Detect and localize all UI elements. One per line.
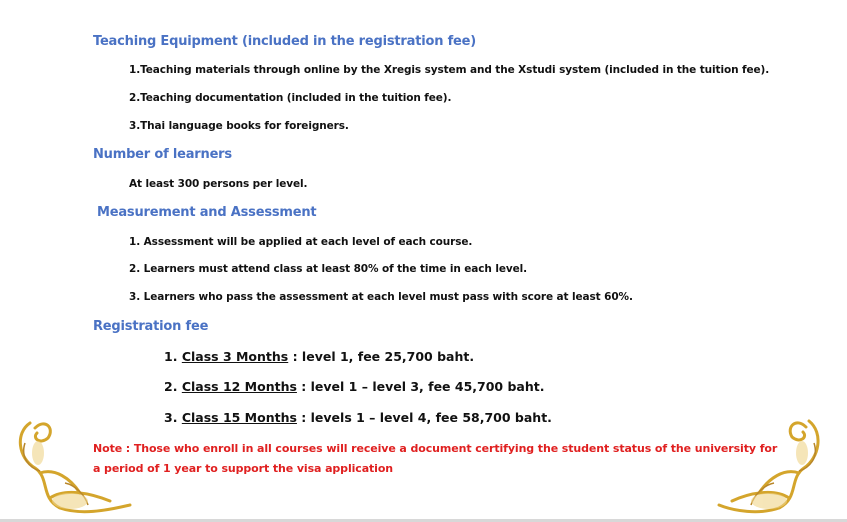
assessment-item-1: 1. Assessment will be applied at each level of each course. — [129, 236, 473, 248]
enrollment-note: Note : Those who enroll in all courses will receive a document certifying the student status of the university for a period of 1 year to support the visa application — [93, 442, 778, 475]
fee-class: Class 3 Months — [181, 349, 289, 364]
fee-class: Class 15 Months — [181, 410, 297, 425]
equipment-item-2: 2.Teaching documentation (included in the tuition fee). — [129, 92, 452, 104]
assessment-item-2: 2. Learners must attend class at least 80% of the time in each level. — [129, 263, 527, 275]
fee-number: 2. — [164, 379, 178, 394]
equipment-heading: Teaching Equipment (included in the registration fee) — [93, 34, 477, 49]
fee-number: 3. — [164, 410, 178, 425]
fee-class: Class 12 Months — [181, 379, 297, 394]
ornament-left-icon — [10, 413, 140, 518]
ornament-right-icon — [714, 413, 829, 518]
fee-detail: : levels 1 – level 4, fee 58,700 baht. — [296, 410, 552, 425]
fee-detail: : level 1, fee 25,700 baht. — [288, 349, 475, 364]
equipment-item-1: 1.Teaching materials through online by the Xregis system and the Xstudi system (included in the tuition fee). — [129, 64, 770, 76]
learners-text: At least 300 persons per level. — [129, 178, 308, 190]
registration-heading: Registration fee — [93, 319, 209, 334]
fee-row-2 — [164, 379, 544, 394]
equipment-item-3: 3.Thai language books for foreigners. — [129, 120, 349, 132]
assessment-heading: Measurement and Assessment — [97, 205, 317, 220]
fee-number: 1. — [164, 349, 178, 364]
fee-row-3 — [164, 410, 552, 425]
fee-row-1 — [164, 349, 474, 364]
assessment-item-3: 3. Learners who pass the assessment at each level must pass with score at least 60%. — [129, 291, 633, 303]
fee-detail: : level 1 – level 3, fee 45,700 baht. — [296, 379, 545, 394]
learners-heading: Number of learners — [93, 147, 232, 162]
